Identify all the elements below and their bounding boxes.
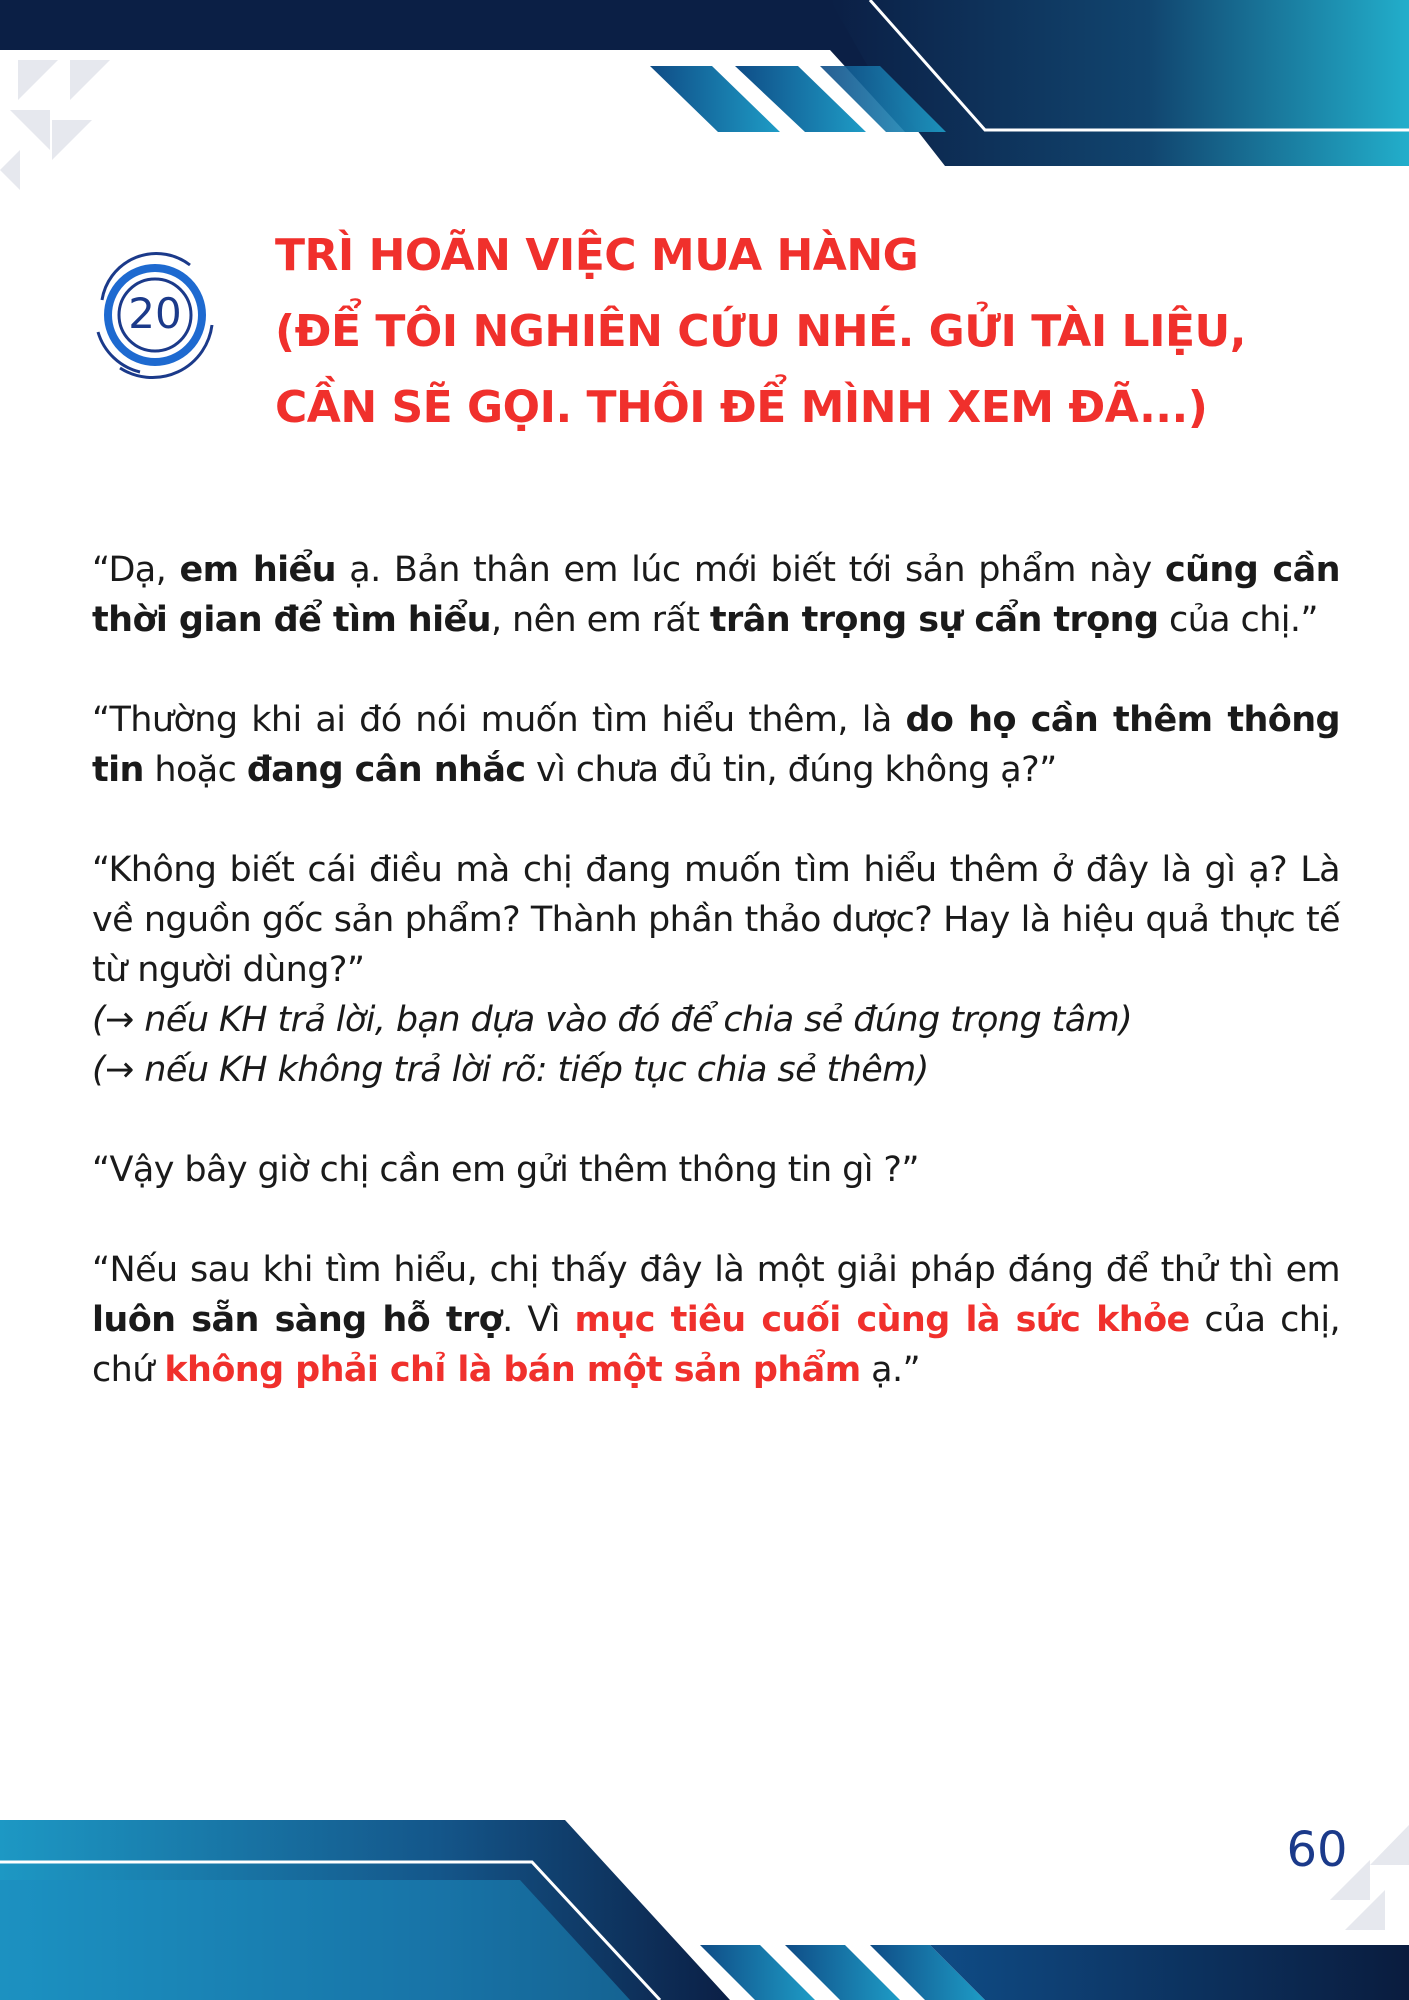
paragraph-5: [92, 1245, 1340, 1395]
section-number: 20: [128, 289, 182, 338]
text-run: hoặc: [143, 750, 247, 790]
text-run: ạ. Bản thân em lúc mới biết tới sản phẩm này: [336, 550, 1165, 590]
bold-phrase: do họ cần thêm thông tin: [92, 700, 1340, 790]
top-left-triangles: [0, 60, 110, 190]
section-title: [275, 218, 1355, 446]
bold-phrase: cũng cần thời gian để tìm hiểu: [92, 550, 1340, 640]
bold-phrase: em hiểu: [179, 550, 336, 590]
bottom-band-shapes: [0, 1820, 1409, 2000]
highlight-phrase: không phải chỉ là bán một sản phẩm: [164, 1350, 861, 1390]
text-run: “Thường khi ai đó nói muốn tìm hiểu thêm, là: [92, 700, 906, 740]
top-band-shapes: [0, 0, 1409, 166]
bold-phrase: trân trọng sự cẩn trọng: [709, 600, 1159, 640]
script-body: [92, 545, 1340, 1445]
text-run: “Nếu sau khi tìm hiểu, chị thấy đây là một giải pháp đáng để thử thì em: [92, 1250, 1340, 1290]
text-run: vì chưa đủ tin, đúng không ạ?”: [525, 750, 1057, 790]
text-run: , nên em rất: [490, 600, 710, 640]
bold-phrase: luôn sẵn sàng hỗ trợ: [92, 1300, 503, 1340]
paragraph-3: [92, 845, 1340, 1095]
italic-note: (→ nếu KH không trả lời rõ: tiếp tục chia sẻ thêm): [92, 1050, 929, 1090]
text-run: của chị, chứ: [92, 1300, 1341, 1390]
text-run: của chị.”: [1158, 600, 1318, 640]
text-run: “Vậy bây giờ chị cần em gửi thêm thông tin gì ?”: [92, 1150, 919, 1190]
text-run: . Vì: [502, 1300, 575, 1340]
paragraph-1: [92, 545, 1340, 645]
text-run: “Dạ,: [92, 550, 180, 590]
text-run: ạ.”: [860, 1350, 921, 1390]
highlight-phrase: mục tiêu cuối cùng là sức khỏe: [574, 1300, 1190, 1340]
italic-note: (→ nếu KH trả lời, bạn dựa vào đó để chia sẻ đúng trọng tâm): [92, 1000, 1133, 1040]
title-line-3: CẦN SẼ GỌI. THÔI ĐỂ MÌNH XEM ĐÃ...): [275, 382, 1208, 433]
text-run: “Không biết cái điều mà chị đang muốn tìm hiểu thêm ở đây là gì ạ? Là về nguồn gốc sản phẩm? Thành phần thảo dược? Hay là hiệu quả thực tế từ người dùng?”: [92, 850, 1340, 990]
bold-phrase: đang cân nhắc: [246, 750, 526, 790]
title-line-1: TRÌ HOÃN VIỆC MUA HÀNG: [275, 230, 919, 281]
page-number: 60: [1286, 1822, 1348, 1878]
paragraph-2: [92, 695, 1340, 795]
title-line-2: (ĐỂ TÔI NGHIÊN CỨU NHÉ. GỬI TÀI LIỆU,: [275, 306, 1246, 357]
paragraph-4: [92, 1145, 1340, 1195]
